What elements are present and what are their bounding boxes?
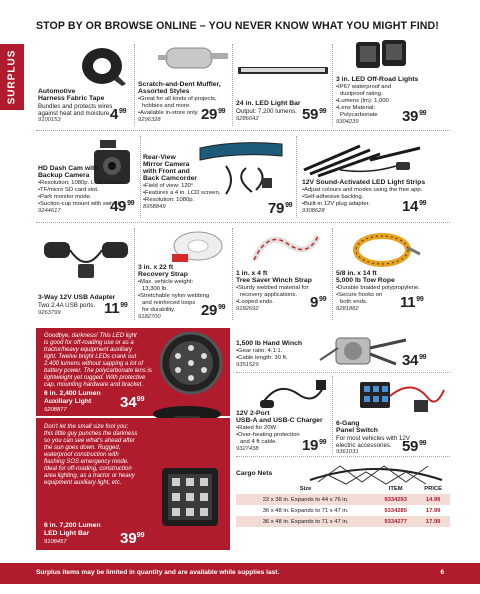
tow-rope-title: 5/8 in. x 14 ft xyxy=(336,270,377,277)
aux-light-copy-5: 2,400 lumens without sapping a lot of xyxy=(44,361,144,367)
tree-saver-price: $9^{99}$ xyxy=(310,294,327,311)
muffler-bullet: •Great for all kinds of projects, xyxy=(138,96,217,102)
harness-tape-desc: Bundles and protects wires xyxy=(38,103,113,110)
tree-saver-bullet-cont: recovery applications. xyxy=(240,292,297,298)
price-cell: 17.99 xyxy=(416,516,450,527)
usb-charger-title-2: USB-A and USB-C Charger xyxy=(236,417,323,424)
hand-winch-bullet-2: •Cable length: 30 ft. xyxy=(236,355,288,361)
price-cell: 14.99 xyxy=(416,494,450,505)
panel-switch-title-2: Panel Switch xyxy=(336,427,378,434)
light-bar-6-copy-6: flashing SOS emergency mode. xyxy=(44,459,129,465)
cargo-nets-title: Cargo Nets xyxy=(236,470,273,477)
harness-tape-title: Automotive xyxy=(38,88,76,95)
mirror-cam-title-2: Mirror Camera xyxy=(143,161,190,168)
page-number: 6 xyxy=(440,569,444,576)
led-strips-sku: 9308628 xyxy=(302,208,325,214)
tree-saver-bullet: •Sturdy webbed material for xyxy=(236,285,309,291)
light-bar-6-title-2: LED Light Bar xyxy=(44,530,90,537)
size-cell: 36 x 48 in. Expands to 71 x 47 in. xyxy=(262,507,349,514)
aux-light-price: $34^{99}$ xyxy=(120,394,145,411)
light-bar-24-title: 24 in. LED Light Bar xyxy=(236,100,301,107)
aux-light-title: 6 in. 2,400 Lumen xyxy=(44,390,101,397)
panel-switch-icon xyxy=(356,376,446,416)
dash-cam-bullet-3: •Park monitor mode. xyxy=(38,194,92,200)
table-header-row xyxy=(236,484,450,494)
surplus-side-tab xyxy=(0,44,24,110)
aux-light-title-2: Auxiliary Light xyxy=(44,398,92,405)
hand-winch-price: $34^{99}$ xyxy=(402,352,427,369)
tow-rope-bullet: •Durable braided polypropylene. xyxy=(336,285,420,291)
panel-switch-desc-2: electric accessories. xyxy=(336,442,392,449)
offroad-price: $39^{99}$ xyxy=(402,108,427,125)
recovery-strap-price: $29^{99}$ xyxy=(201,302,226,319)
muffler-icon xyxy=(158,40,228,78)
recovery-strap-title-2: Recovery Strap xyxy=(138,271,188,278)
light-bar-24-price: $59^{99}$ xyxy=(302,106,327,123)
led-strips-bullet: •Adjust colours and modes using the free app. xyxy=(302,187,423,193)
hand-winch-icon xyxy=(316,330,412,374)
light-bar-6-copy-2: this little guy punches the darkness xyxy=(44,431,138,437)
light-bar-icon xyxy=(238,64,330,76)
dash-cam-title: HD Dash Cam with xyxy=(38,165,99,172)
usb-adapter-sku: 9263799 xyxy=(38,310,61,316)
size-header: Size xyxy=(299,486,312,492)
hand-winch-title: 1,500 lb Hand Winch xyxy=(236,340,303,347)
usb-charger-bullet-2: •Over-heating protection xyxy=(236,432,300,438)
muffler-bullet-cont: hobbies and more. xyxy=(142,103,191,109)
usb-charger-bullet: •Rated for 20W. xyxy=(236,425,278,431)
aux-light-copy-7: lightweight yet rugged. With protective xyxy=(44,375,146,381)
mirror-cam-price: $79^{99}$ xyxy=(268,200,293,217)
recovery-strap-bullet-2-cont2: for durability. xyxy=(142,307,176,313)
cargo-nets-table xyxy=(236,484,450,527)
panel-switch-desc: For most vehicles with 12V xyxy=(336,435,410,442)
dash-cam-sku: 9244617 xyxy=(38,208,61,214)
muffler-bullet-2: •Available in-store only. xyxy=(138,110,199,116)
light-bar-24-desc: Output: 7,200 lumens. xyxy=(236,108,297,115)
usb-adapter-icon xyxy=(40,234,132,284)
offroad-bullet-cont: dustproof rating. xyxy=(340,91,383,97)
panel-switch-price: $59^{99}$ xyxy=(402,438,427,455)
table-row xyxy=(236,494,450,505)
small-light-bar-icon xyxy=(158,464,222,530)
tow-rope-sku: 9281882 xyxy=(336,306,359,312)
dash-cam-bullet-4: •Suction-cup mount with swivel. xyxy=(38,201,121,207)
light-bar-6-copy-8: area lighting, as a tractor or heavy xyxy=(44,473,135,479)
mirror-cam-sku: 8958849 xyxy=(143,204,166,210)
hand-winch-sku: 9351529 xyxy=(236,362,259,368)
mirror-cam-bullet-3: •Resolution: 1080p. xyxy=(143,197,195,203)
tree-saver-title-2: Tree Saver Winch Strap xyxy=(236,277,312,284)
light-bar-6-copy-7: Ideal for off-roading, construction xyxy=(44,466,132,472)
tow-rope-bullet-2-cont: both ends. xyxy=(340,299,368,305)
mirror-cam-bullet-2: •Features a 4 in. LCD screen. xyxy=(143,190,221,196)
offroad-lights-icon xyxy=(354,38,410,74)
light-bar-6-sku: 9108457 xyxy=(44,539,67,545)
aux-light-copy: Goodbye, darkness! This LED light xyxy=(44,333,137,339)
aux-light-copy-6: battery power. The polycarbonate lens is xyxy=(44,368,152,374)
usb-charger-sku: 9327438 xyxy=(236,446,259,452)
light-bar-6-copy-9: equipment auxiliary light, etc. xyxy=(44,480,122,486)
recovery-strap-bullet-2: •Stretchable nylon webbing xyxy=(138,293,210,299)
aux-light-icon xyxy=(156,330,226,400)
tree-saver-bullet-2: •Looped ends. xyxy=(236,299,274,305)
usb-charger-price: $19^{99}$ xyxy=(302,437,327,454)
tow-rope-title-2: 5,000 lb Tow Rope xyxy=(336,277,395,284)
offroad-bullet-3-cont: Polycarbonate xyxy=(340,112,378,118)
recovery-strap-sku: 9182700 xyxy=(138,314,161,320)
recovery-strap-title: 3 in. x 22 ft xyxy=(138,264,174,271)
mirror-cam-bullet: •Field of view: 120°. xyxy=(143,183,195,189)
page-footer xyxy=(0,563,480,584)
table-row xyxy=(236,505,450,516)
footer-disclaimer: Surplus items may be limited in quantity and are available while supplies last. xyxy=(36,569,280,576)
mirror-cam-title-3: with Front and xyxy=(143,168,190,175)
recovery-strap-bullet-2-cont: and reinforced loops xyxy=(142,300,196,306)
light-bar-6-copy: Don't let the small size fool you; xyxy=(44,424,129,430)
light-bar-6-copy-5: waterproof construction with xyxy=(44,452,119,458)
usb-charger-icon xyxy=(258,376,328,410)
muffler-title-2: Assorted Styles xyxy=(138,88,190,95)
offroad-bullet-2: •Lumens (lm): 1,000 xyxy=(336,98,389,104)
offroad-lights-title: 3 in. LED Off-Road Lights xyxy=(336,76,419,83)
offroad-sku: 9304239 xyxy=(336,119,359,125)
dash-cam-price: $49^{99}$ xyxy=(110,198,135,215)
dash-cam-bullet: •Resolution: 1080p. LCD screen. xyxy=(38,180,124,186)
usb-charger-bullet-2-cont: and 4 ft cable. xyxy=(240,439,278,445)
usb-adapter-title: 3-Way 12V USB Adapter xyxy=(38,294,116,301)
recovery-strap-bullet: •Max. vehicle weight: xyxy=(138,279,194,285)
light-bar-6-title: 6 in. 7,200 Lumen xyxy=(44,522,101,529)
hand-winch-bullet: •Gear ratio: 4.1:1. xyxy=(236,348,283,354)
size-cell: 22 x 38 in. Expands to 44 x 76 in. xyxy=(236,494,375,505)
usb-adapter-price: $11^{99}$ xyxy=(104,300,128,317)
item-cell: 9334285 xyxy=(384,507,407,514)
side-tab-label: SURPLUS xyxy=(6,49,18,105)
dash-cam-title-2: Backup Camera xyxy=(38,172,90,179)
tree-saver-icon xyxy=(248,230,322,270)
light-bar-6-copy-3: so you can see what's ahead after xyxy=(44,438,135,444)
light-bar-24-sku: 9286642 xyxy=(236,116,259,122)
light-bar-6-copy-4: the sun goes down. Rugged, xyxy=(44,445,121,451)
item-header: ITEM xyxy=(388,486,403,492)
usb-charger-title: 12V 2-Port xyxy=(236,410,270,417)
led-strips-title: 12V Sound-Activated LED Light Strips xyxy=(302,179,426,186)
tow-rope-icon xyxy=(352,228,424,268)
harness-tape-desc-2: against heat and moisture. xyxy=(38,110,111,117)
muffler-sku: 9296328 xyxy=(138,117,161,123)
page-headline: STOP BY OR BROWSE ONLINE – YOU NEVER KNOW WHAT YOU MIGHT FIND! xyxy=(36,20,439,32)
tow-rope-bullet-2: •Secure hooks on xyxy=(336,292,383,298)
tree-saver-sku: 9182692 xyxy=(236,306,259,312)
led-strips-icon xyxy=(300,140,430,180)
harness-tape-price: $4^{99}$ xyxy=(110,106,127,123)
recovery-strap-bullet-cont: 13,300 lb. xyxy=(142,286,168,292)
led-strips-bullet-3: •Built-in 12V plug adapter. xyxy=(302,201,370,207)
led-strips-bullet-2: •Self-adhesive backing. xyxy=(302,194,364,200)
price-cell: 17.99 xyxy=(425,507,441,514)
size-cell: 36 x 48 in. Expands to 71 x 47 in. xyxy=(236,516,375,527)
panel-switch-sku: 9361031 xyxy=(336,449,359,455)
harness-tape-title-2: Harness Fabric Tape xyxy=(38,95,105,102)
aux-light-copy-8: cap, mounting hardware and bracket. xyxy=(44,382,144,388)
tow-rope-price: $11^{99}$ xyxy=(400,294,424,311)
tree-saver-title: 1 in. x 4 ft xyxy=(236,270,268,277)
mirror-cam-title-4: Back Camcorder xyxy=(143,175,198,182)
item-cell: 9334277 xyxy=(375,516,416,527)
dash-cam-bullet-2: •TF/micro SD card slot. xyxy=(38,187,99,193)
usb-adapter-desc: Two 2.4A USB ports. xyxy=(38,302,96,309)
mirror-cam-title: Rear-View xyxy=(143,154,176,161)
tape-roll-icon xyxy=(78,42,126,86)
panel-switch-title: 6-Gang xyxy=(336,420,360,427)
muffler-price: $29^{99}$ xyxy=(201,106,226,123)
table-row xyxy=(236,516,450,527)
light-bar-6-price: $39^{99}$ xyxy=(120,530,145,547)
price-header: PRICE xyxy=(424,486,443,492)
aux-light-copy-3: tractor/heavy equipment auxiliary xyxy=(44,347,133,353)
led-strips-price: $14^{99}$ xyxy=(402,198,427,215)
offroad-bullet: •IP67 waterproof and xyxy=(336,84,392,90)
offroad-bullet-3: •Lens Material: xyxy=(336,105,376,111)
aux-light-copy-4: light. Twelve bright LEDs crank out xyxy=(44,354,137,360)
item-cell: 9334293 xyxy=(375,494,416,505)
muffler-title: Scratch-and-Dent Muffler, xyxy=(138,81,221,88)
harness-tape-sku: 9100153 xyxy=(38,117,61,123)
aux-light-sku: 9208877 xyxy=(44,407,67,413)
recovery-strap-icon xyxy=(170,226,230,266)
aux-light-copy-2: is good for off-roading use or as a xyxy=(44,340,134,346)
